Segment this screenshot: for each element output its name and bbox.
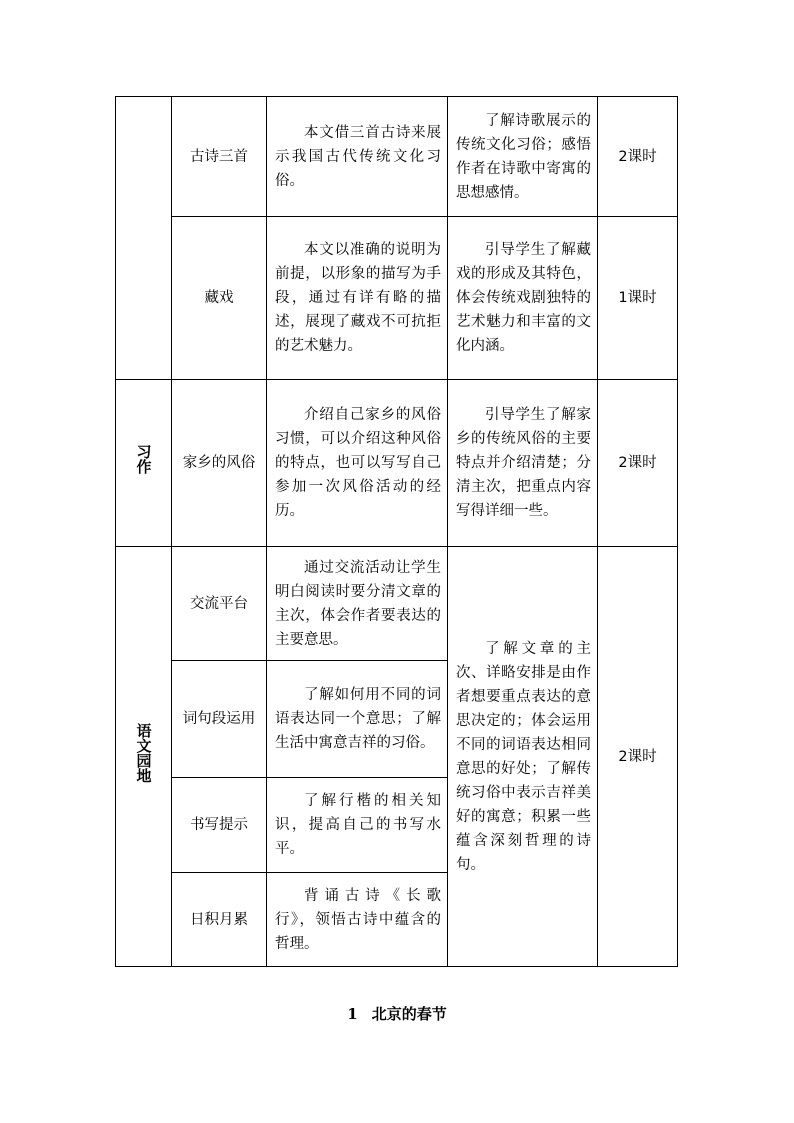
unit-label-cell: [116, 380, 172, 547]
table-row: [116, 547, 678, 661]
lesson-title: [0, 1003, 794, 1024]
lesson-goal: 引导学生了解藏戏的形成及其特色，体会传统戏剧独特的艺术魅力和丰富的文化内涵。: [448, 217, 598, 380]
lesson-description: 本文借三首古诗来展示我国古代传统文化习俗。: [267, 97, 448, 217]
lesson-title-text: 北京的春节: [371, 1005, 447, 1023]
table-row: [116, 97, 678, 217]
lesson-description: 介绍自己家乡的风俗习惯，可以介绍这种风俗的特点，也可以写写自己参加一次风俗活动的经历。: [267, 380, 448, 547]
unit-label: 语文园地: [134, 722, 153, 783]
unit-plan-table: [115, 96, 678, 967]
lesson-description: 通过交流活动让学生明白阅读时要分清文章的主次，体会作者要表达的主要意思。: [267, 547, 448, 661]
lesson-name: 家乡的风俗: [172, 380, 267, 547]
lesson-description: 背诵古诗《长歌行》，领悟古诗中蕴含的哲理。: [267, 873, 448, 967]
lesson-name: 词句段运用: [172, 661, 267, 778]
class-hours: 2课时: [598, 380, 678, 547]
lesson-name: 书写提示: [172, 778, 267, 873]
unit-label: 习作: [134, 444, 153, 474]
lesson-name: 藏戏: [172, 217, 267, 380]
lesson-goal: 引导学生了解家乡的传统风俗的主要特点并介绍清楚；分清主次，把重点内容写得详细一些。: [448, 380, 598, 547]
table-row: [116, 380, 678, 547]
lesson-number: 1: [347, 1005, 358, 1023]
class-hours: 1课时: [598, 217, 678, 380]
unit-cell-empty: [116, 97, 172, 380]
lesson-goal: 了解诗歌展示的传统文化习俗；感悟作者在诗歌中寄寓的思想感情。: [448, 97, 598, 217]
table-row: [116, 217, 678, 380]
class-hours: 2课时: [598, 547, 678, 967]
unit-label-cell: [116, 547, 172, 967]
lesson-description: 本文以准确的说明为前提，以形象的描写为手段，通过有详有略的描述，展现了藏戏不可抗拒的艺术魅力。: [267, 217, 448, 380]
class-hours: 2课时: [598, 97, 678, 217]
lesson-name: 日积月累: [172, 873, 267, 967]
lesson-name: 古诗三首: [172, 97, 267, 217]
lesson-goal: 了解文章的主次、详略安排是由作者想要重点表达的意思决定的；体会运用不同的词语表达相同意思的好处；了解传统习俗中表示吉祥美好的寓意；积累一些蕴含深刻哲理的诗句。: [448, 547, 598, 967]
lesson-description: 了解行楷的相关知识，提高自己的书写水平。: [267, 778, 448, 873]
lesson-description: 了解如何用不同的词语表达同一个意思；了解生活中寓意吉祥的习俗。: [267, 661, 448, 778]
lesson-name: 交流平台: [172, 547, 267, 661]
